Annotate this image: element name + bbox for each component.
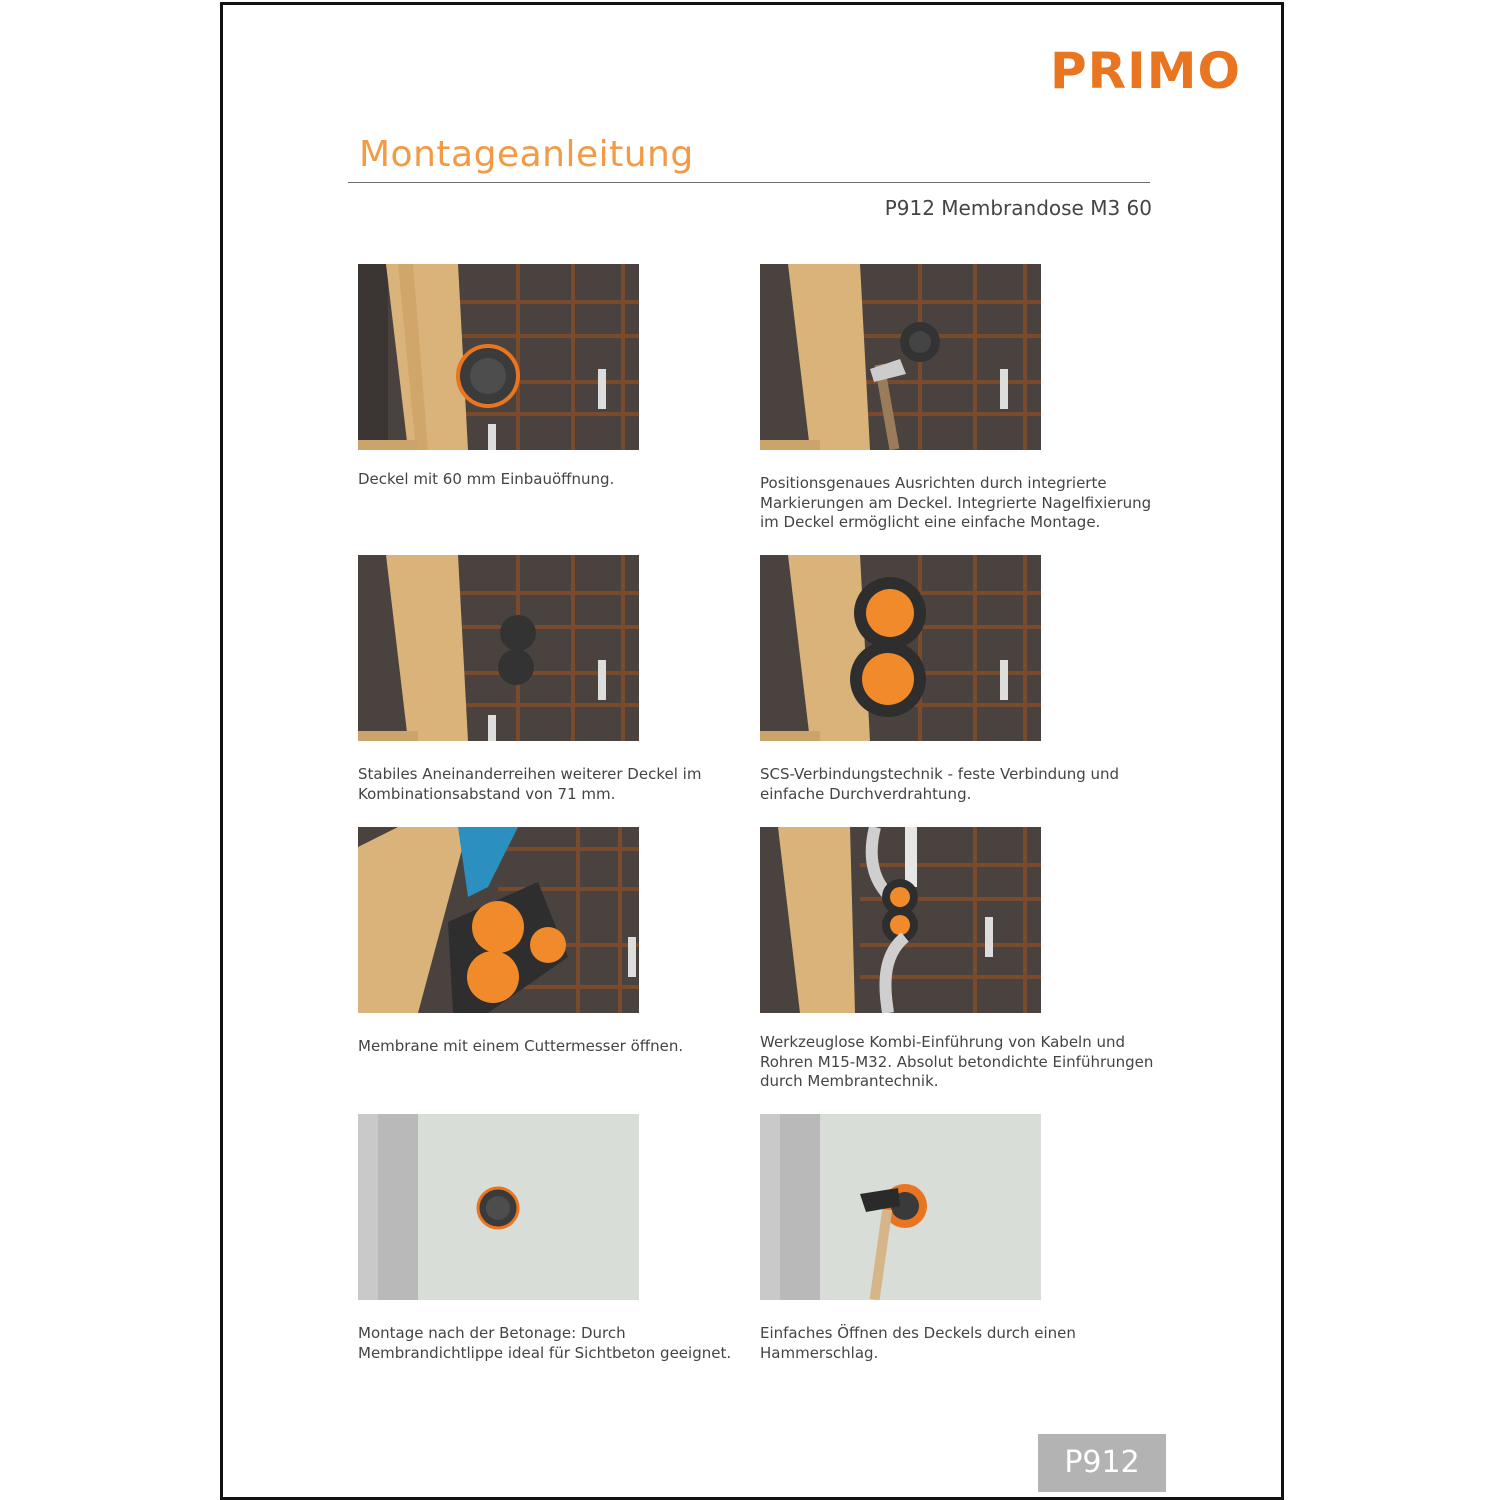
step-caption: Montage nach der Betonage: Durch Membrandichtlippe ideal für Sichtbeton geeignet. — [358, 1324, 732, 1362]
step-photo-concrete-hammer — [760, 1114, 1041, 1300]
step-photo-boxes-connected — [760, 555, 1041, 741]
step-photo-conduits — [760, 827, 1041, 1013]
product-code-badge: P912 — [1038, 1434, 1166, 1492]
step-photo-concrete-lid — [358, 1114, 639, 1300]
step-caption: SCS-Verbindungstechnik - feste Verbindung und einfache Durchverdrahtung. — [760, 765, 1120, 803]
step-photo-lid-hammer — [760, 264, 1041, 450]
page-title: Montageanleitung — [359, 134, 694, 175]
step-caption: Werkzeuglose Kombi-Einführung von Kabeln und Rohren M15-M32. Absolut betondichte Einführungen durch Membrantechnik. — [760, 1033, 1154, 1090]
step-caption: Stabiles Aneinanderreihen weiterer Deckel im Kombinationsabstand von 71 mm. — [358, 765, 702, 803]
step-photo-lid-on-formwork — [358, 264, 639, 450]
step-photo-cutter — [358, 827, 639, 1013]
step-photo-double-lid — [358, 555, 639, 741]
brand-logo: PRIMO — [1050, 42, 1242, 100]
step-caption: Deckel mit 60 mm Einbauöffnung. — [358, 470, 615, 488]
step-caption: Positionsgenaues Ausrichten durch integrierte Markierungen am Deckel. Integrierte Nagelfixierung im Deckel ermöglicht eine einfache Montage. — [760, 474, 1152, 531]
product-subtitle: P912 Membrandose M3 60 — [884, 196, 1152, 220]
step-caption: Membrane mit einem Cuttermesser öffnen. — [358, 1037, 684, 1055]
step-caption: Einfaches Öffnen des Deckels durch einen Hammerschlag. — [760, 1324, 1076, 1362]
title-divider — [348, 182, 1150, 183]
